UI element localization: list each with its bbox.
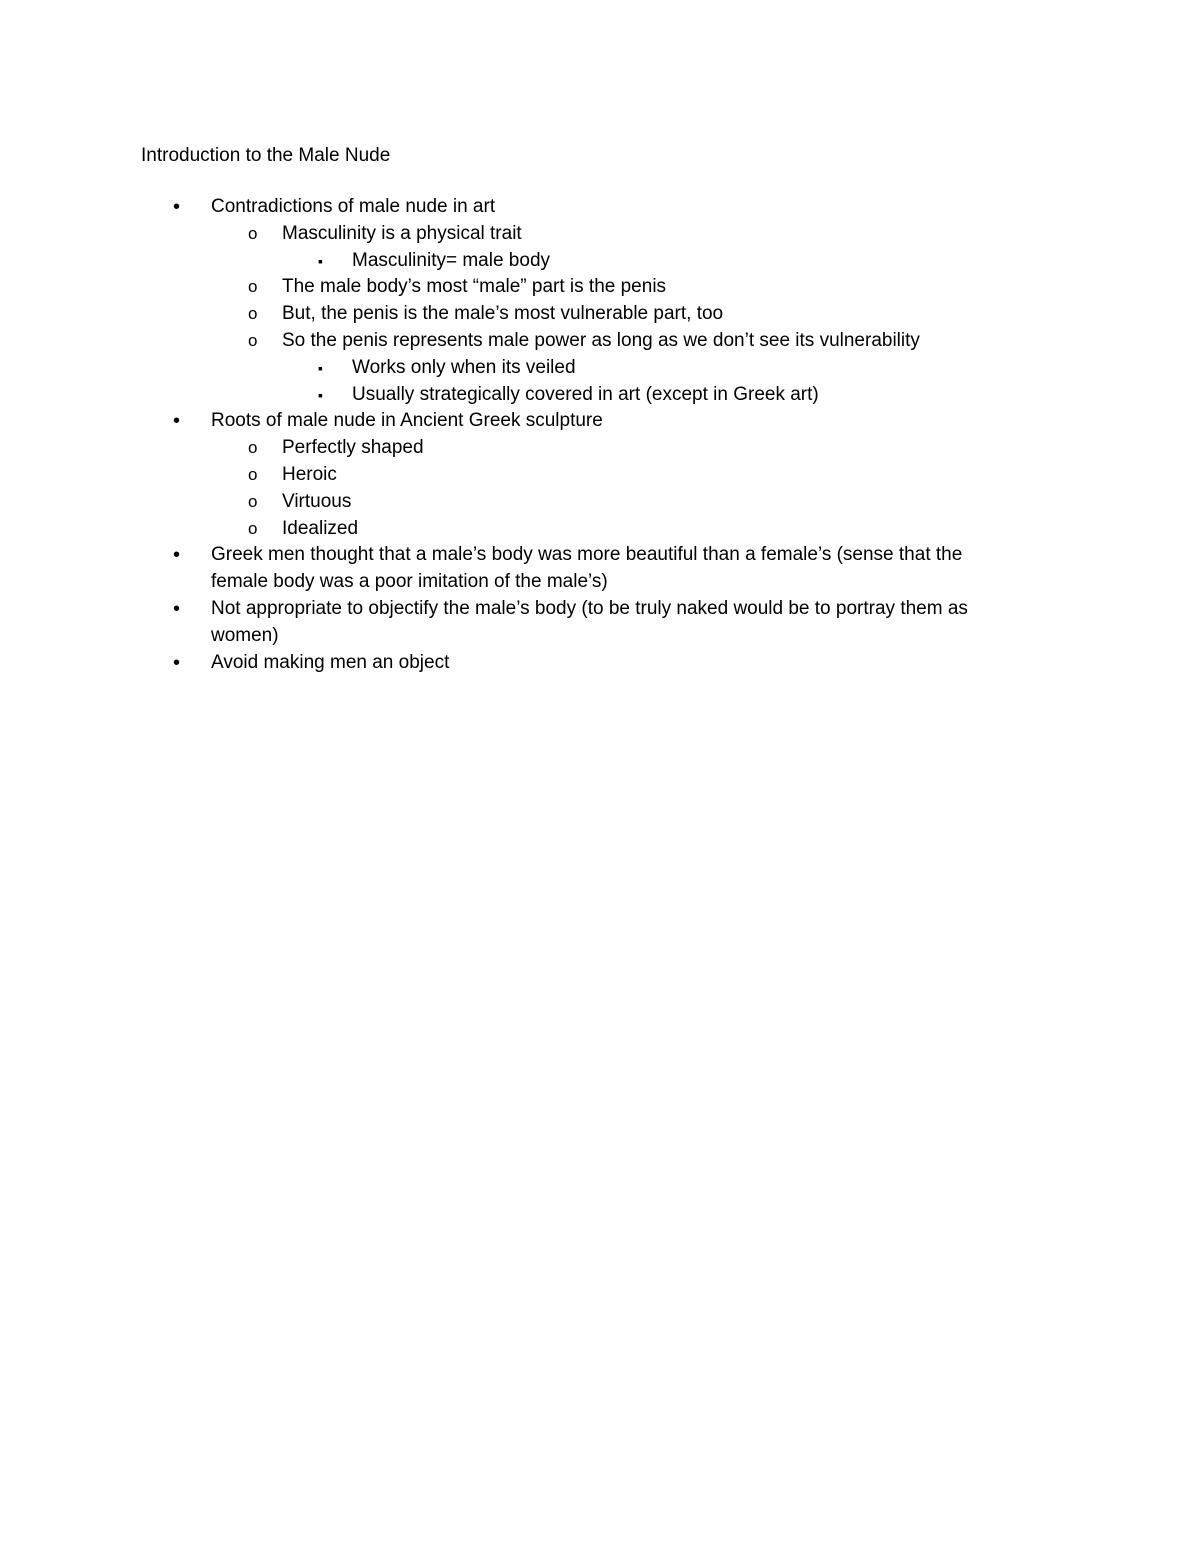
list-item-text: But, the penis is the male’s most vulnerable part, too xyxy=(282,303,724,325)
list-item-text: Greek men thought that a male’s body was more beautiful than a female’s (sense that the female body was a poor imitation of the male’s) xyxy=(211,544,963,593)
list-item xyxy=(0,274,1200,301)
list-item xyxy=(0,516,1200,543)
list-item-text: Not appropriate to objectify the male’s body (to be truly naked would be to portray them as women) xyxy=(211,597,968,646)
list-item xyxy=(0,596,1200,650)
document-title: Introduction to the Male Nude xyxy=(141,145,391,166)
list-item-text: Perfectly shaped xyxy=(282,437,424,459)
list-item xyxy=(0,301,1200,328)
list-item-text: Works only when its veiled xyxy=(352,356,576,378)
list-item xyxy=(0,650,1200,677)
bullet-icon: • xyxy=(173,544,181,567)
list-item xyxy=(0,328,1200,355)
list-item-text: Heroic xyxy=(282,463,337,485)
list-item xyxy=(0,489,1200,516)
square-bullet-icon: ▪ xyxy=(318,252,323,269)
circle-bullet-icon: o xyxy=(248,464,258,484)
bullet-icon: • xyxy=(173,410,181,433)
list-item xyxy=(0,382,1200,409)
list-item xyxy=(0,462,1200,489)
list-item-text: So the penis represents male power as long as we don’t see its vulnerability xyxy=(282,329,920,351)
circle-bullet-icon: o xyxy=(248,330,258,350)
list-item-text: Virtuous xyxy=(282,490,352,512)
circle-bullet-icon: o xyxy=(248,438,258,458)
list-item-text: Contradictions of male nude in art xyxy=(211,196,496,217)
list-item xyxy=(0,542,1200,596)
bullet-icon: • xyxy=(173,651,181,674)
bullet-icon: • xyxy=(173,196,181,218)
circle-bullet-icon: o xyxy=(248,491,258,511)
circle-bullet-icon: o xyxy=(248,518,258,538)
list-item xyxy=(0,408,1200,435)
bullet-icon: • xyxy=(173,597,181,620)
list-item-text: Roots of male nude in Ancient Greek sculpture xyxy=(211,410,603,432)
square-bullet-icon: ▪ xyxy=(318,359,323,376)
list-item xyxy=(0,248,1200,275)
list-item xyxy=(0,435,1200,462)
square-bullet-icon: ▪ xyxy=(318,386,323,403)
list-item-text: Avoid making men an object xyxy=(211,651,450,673)
list-item xyxy=(0,221,1200,248)
list-item xyxy=(0,194,1200,221)
list-item-text: Masculinity= male body xyxy=(352,249,551,271)
list-item-text: Usually strategically covered in art (except in Greek art) xyxy=(352,383,819,405)
list-item-text: Idealized xyxy=(282,517,359,539)
list-item-text: The male body’s most “male” part is the penis xyxy=(282,276,667,298)
circle-bullet-icon: o xyxy=(248,277,258,297)
list-item-text: Masculinity is a physical trait xyxy=(282,222,522,244)
circle-bullet-icon: o xyxy=(248,223,258,243)
circle-bullet-icon: o xyxy=(248,304,258,324)
notes-list xyxy=(0,194,1200,676)
list-item xyxy=(0,355,1200,382)
